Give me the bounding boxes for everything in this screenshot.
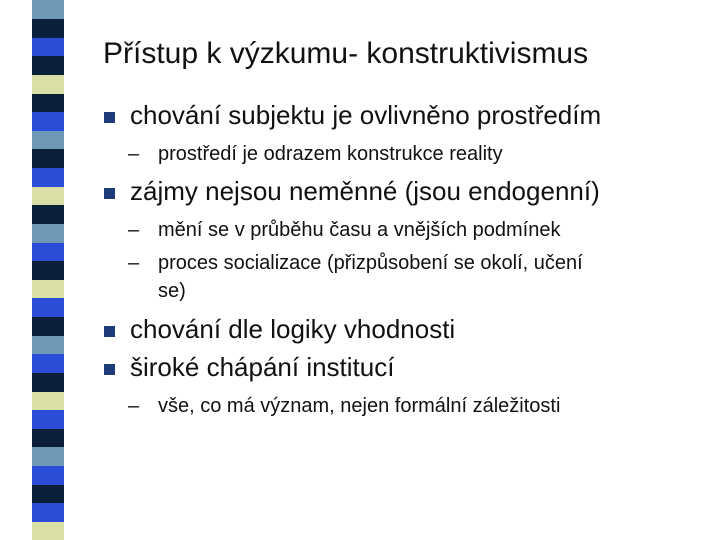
dash-marker: – [128, 395, 140, 417]
sub-bullet-continuation: se) [158, 280, 186, 302]
sub-bullet-item: proces socializace (přizpůsobení se okolí, učení [158, 252, 583, 274]
slide-title: Přístup k výzkumu- konstruktivismus [103, 37, 589, 70]
square-bullet-icon [104, 364, 115, 375]
dash-marker: – [128, 143, 140, 165]
sub-bullet-item: prostředí je odrazem konstrukce reality [158, 143, 503, 165]
square-bullet-icon [104, 326, 115, 337]
sub-bullet-item: mění se v průběhu času a vnějších podmínek [158, 219, 561, 241]
sub-bullet-item: vše, co má význam, nejen formální záležitosti [158, 395, 561, 417]
bullet-item: chování dle logiky vhodnosti [130, 314, 456, 344]
square-bullet-icon [104, 112, 115, 123]
bullet-item: zájmy nejsou neměnné (jsou endogenní) [130, 176, 600, 206]
square-bullet-icon [104, 188, 115, 199]
bullet-item: chování subjektu je ovlivněno prostředím [130, 100, 602, 130]
dash-marker: – [128, 252, 140, 274]
bullet-item: široké chápání institucí [130, 352, 395, 382]
dash-marker: – [128, 219, 140, 241]
